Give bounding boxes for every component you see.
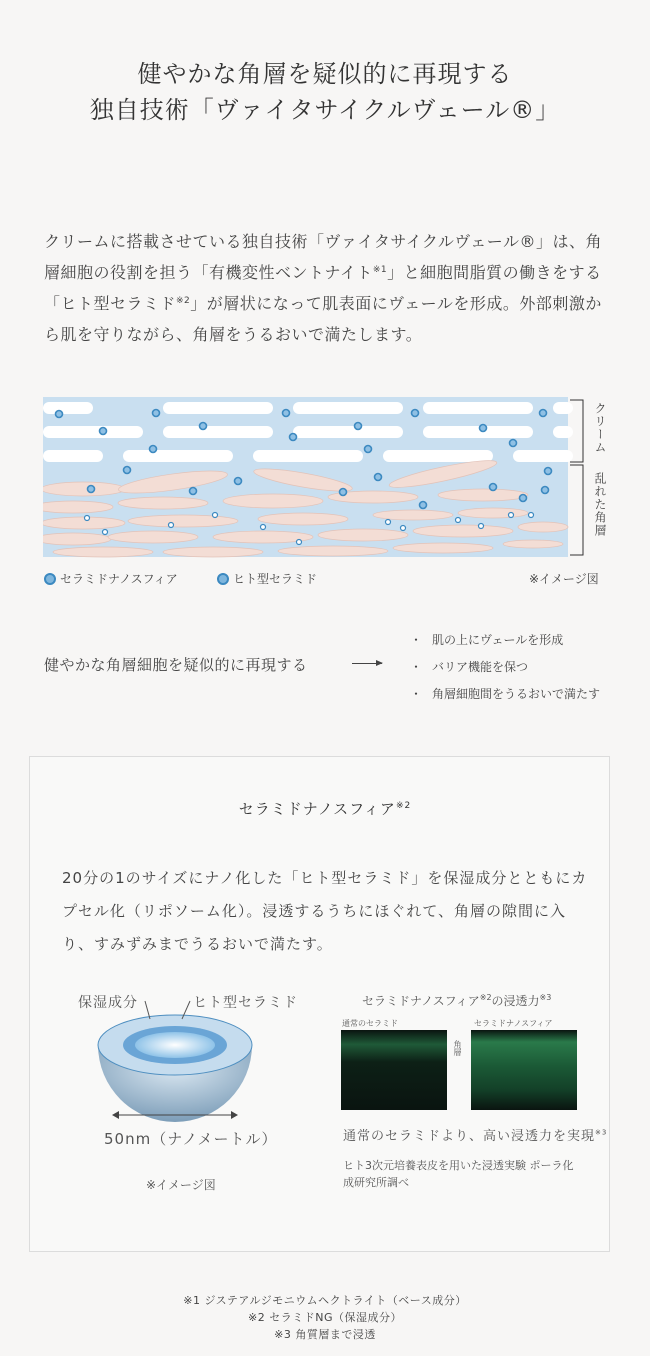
cream-label: クリーム (593, 402, 607, 454)
ceramide-icon (217, 573, 229, 585)
image-note: ※イメージ図 (529, 572, 599, 586)
list-item: ・ 肌の上にヴェールを形成 (410, 633, 564, 647)
micro-right-label: セラミドナノスフィア (474, 1019, 553, 1028)
source-text: ヒト3次元培養表皮を用いた浸透実験 ポーラ化成研究所調べ (343, 1159, 574, 1189)
heading-line-1: 健やかな角層を疑似的に再現する (137, 60, 513, 88)
micro-image-normal (341, 1030, 447, 1110)
micro-left-label: 通常のセラミド (342, 1019, 398, 1028)
penetration-title: セラミドナノスフィア$^{※2}$の浸透力$^{※3}$ (362, 993, 552, 1008)
list-item: ・ 角層細胞間をうるおいで満たす (410, 687, 601, 701)
size-arrow-icon (112, 1108, 238, 1122)
legend-nanosphere: セラミドナノスフィア (44, 570, 178, 587)
layer-diagram (43, 397, 613, 559)
nanosphere-icon (44, 573, 56, 585)
footnote-2: ※2 セラミドNG（保湿成分） (248, 1311, 402, 1324)
box-description: 20分の1のサイズにナノ化した「ヒト型セラミド」を保湿成分とともにカプセル化（リポソーム化）。浸透するうちにほぐれて、角層の隙間に入り、すみずみまでうるおいで満たす。 (62, 869, 588, 953)
arrow-right-icon (352, 663, 382, 664)
micro-image-nanosphere (471, 1030, 577, 1110)
ceramide-label: ヒト型セラミド (193, 995, 298, 1011)
benefit-list (410, 627, 600, 708)
size-label: 50nm（ナノメートル） (104, 1130, 278, 1148)
box-image-note: ※イメージ図 (146, 1178, 216, 1192)
heading-line-2: 独自技術「ヴァイタサイクルヴェール®」 (89, 96, 561, 124)
intro-paragraph: クリームに搭載させている独自技術「ヴァイタサイクルヴェール®」は、角層細胞の役割を担う「有機変性ベントナイト$^{※1}$」と細胞間脂質の働きをする「ヒト型セラミド$^{※2}$」が層状になって肌表面にヴェールを形成。外部刺激から肌を守りながら、角層をうるおいで満たします。 (44, 232, 602, 344)
moisture-label: 保湿成分 (78, 995, 138, 1011)
legend-human-ceramide: ヒト型セラミド (217, 570, 317, 587)
footnote-3: ※3 角質層まで浸透 (274, 1328, 376, 1341)
micro-layer-label: 角層 (453, 1040, 462, 1056)
result-text: 通常のセラミドより、高い浸透力を実現$^{※3}$ (343, 1128, 608, 1144)
disturbed-layer-label: 乱れた角層 (593, 472, 607, 537)
flow-text: 健やかな角層細胞を疑似的に再現する (44, 656, 308, 674)
footnote-1: ※1 ジステアルジモニウムヘクトライト（ベース成分） (183, 1294, 467, 1307)
box-title: セラミドナノスフィア$^{※2}$ (238, 800, 412, 818)
list-item: ・ バリア機能を保つ (410, 660, 529, 674)
